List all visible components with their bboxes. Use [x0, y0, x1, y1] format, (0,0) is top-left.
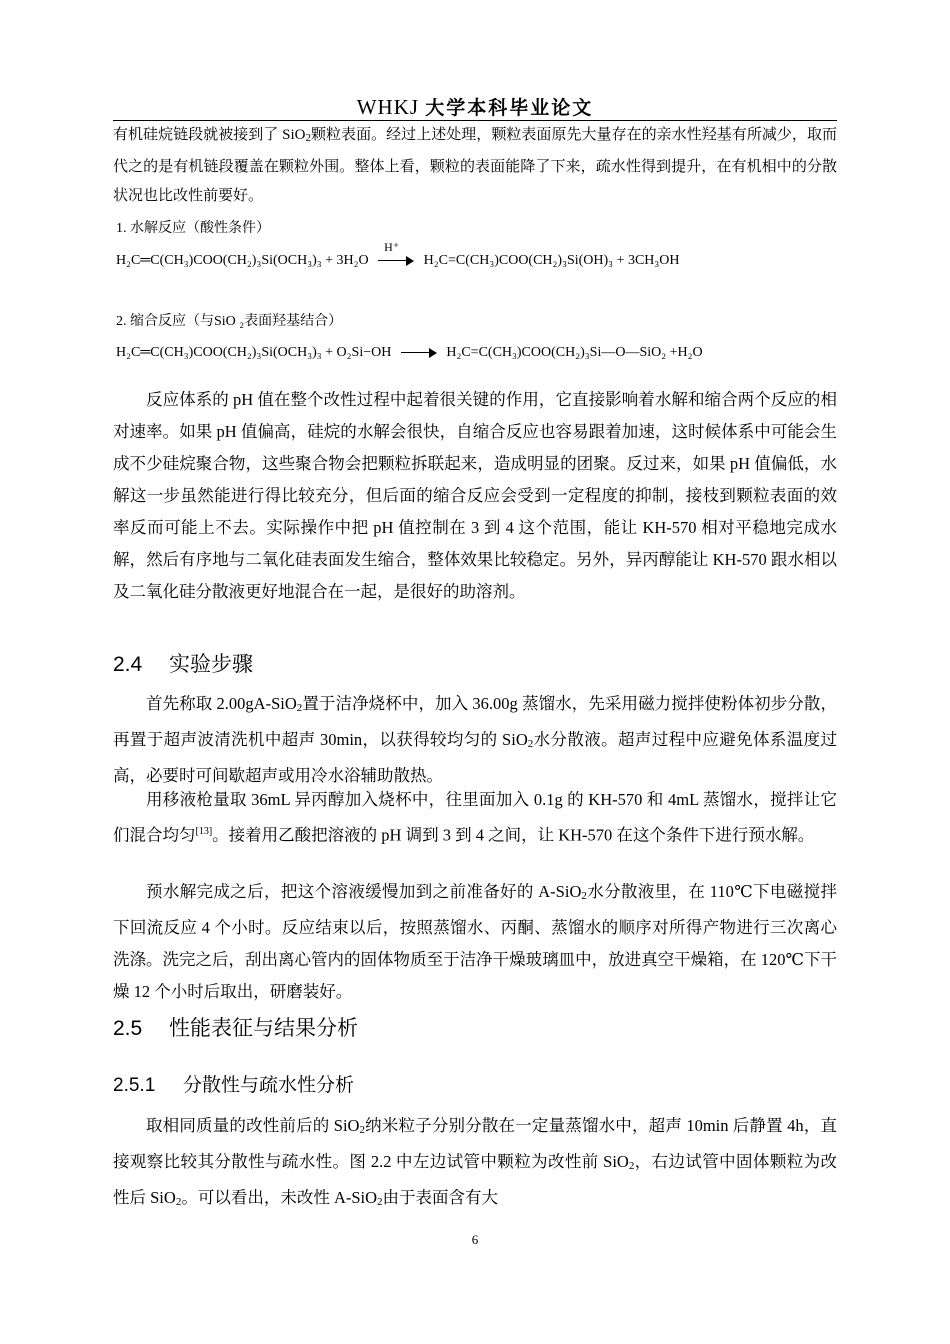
step3-paragraph: 预水解完成之后，把这个溶液缓慢加到之前准备好的 A-SiO$_2$水分散液里，在 110℃下电磁搅拌下回流反应 4 个小时。反应结束以后，按照蒸馏水、丙酮、蒸馏水的顺序对所得产物进行三次离心洗涤。洗完之后，刮出离心管内的固体物质至于洁净干燥玻璃皿中，放进真空干燥箱，在 120℃下干燥 12 个小时后取出，研磨装好。 — [113, 882, 837, 1001]
header-title: 大学本科毕业论文 — [425, 97, 594, 119]
section-heading-2-4: 2.4 实验步骤 — [113, 653, 253, 676]
reaction1-equation — [116, 239, 680, 269]
dispersion-paragraph: 取相同质量的改性前后的 SiO$_2$纳米粒子分别分散在一定量蒸馏水中，超声 10min 后静置 4h，直接观察比较其分散性与疏水性。图 2.2 中左边试管中颗粒为改性前 SiO$_2$，右边试管中固体颗粒为改性后 SiO$_2$。可以看出，未改性 A-SiO$_2$由于表面含有大 — [113, 1116, 837, 1208]
section-heading-2-5-1: 2.5.1 分散性与疏水性分析 — [113, 1075, 355, 1096]
reaction2-label: 2. 缩合反应（与SiO ₂表面羟基结合） — [116, 314, 343, 329]
reaction-arrow-icon — [378, 239, 414, 266]
reaction1-products: H₂C=C(CH₃)COO(CH₂)₃Si(OH)₃ + 3CH₃OH — [423, 253, 680, 268]
reaction1-reactants: H₂C═C(CH₃)COO(CH₂)₃Si(OCH₃)₃ + 3H₂O — [116, 253, 369, 268]
header-latin: WHKJ — [356, 95, 420, 119]
reaction2-reactants: H₂C═C(CH₃)COO(CH₂)₃Si(OCH₃)₃ + O₂Si−OH — [116, 345, 392, 360]
intro-paragraph: 有机硅烷链段就被接到了 SiO$_2$颗粒表面。经过上述处理，颗粒表面原先大量存在的亲水性羟基有所减少，取而代之的是有机链段覆盖在颗粒外围。整体上看，颗粒的表面能降了下来，疏水性得到提升，在有机相中的分散状况也比改性前要好。 — [113, 127, 837, 204]
catalyst-label: H⁺ — [384, 239, 400, 254]
reaction2-products: H₂C=C(CH₃)COO(CH₂)₃Si—O—SiO₂ +H₂O — [446, 345, 703, 360]
reaction-arrow-icon — [401, 348, 437, 358]
ph-paragraph: 反应体系的 pH 值在整个改性过程中起着很关键的作用，它直接影响着水解和缩合两个反应的相对速率。如果 pH 值偏高，硅烷的水解会很快，自缩合反应也容易跟着加速，这时候体系中可能会生成不少硅烷聚合物，这些聚合物会把颗粒拆联起来，造成明显的团聚。反过来，如果 pH 值偏低，水解这一步虽然能进行得比较充分，但后面的缩合反应会受到一定程度的抑制，接枝到颗粒表面的效率反而可能上不去。实际操作中把 pH 值控制在 3 到 4 这个范围，能让 KH-570 相对平稳地完成水解，然后有序地与二氧化硅表面发生缩合，整体效果比较稳定。另外，异丙醇能让 KH-570 跟水相以及二氧化硅分散液更好地混合在一起，是很好的助溶剂。 — [113, 390, 837, 601]
step1-paragraph: 首先称取 2.00gA-SiO$_2$置于洁净烧杯中，加入 36.00g 蒸馏水，先采用磁力搅拌使粉体初步分散，再置于超声波清洗机中超声 30min，以获得较均匀的 SiO$_2$水分散液。超声过程中应避免体系温度过高，必要时可间歇超声或用冷水浴辅助散热。 — [113, 694, 838, 785]
page-header — [0, 93, 950, 120]
section-heading-2-5: 2.5 性能表征与结果分析 — [113, 1017, 358, 1040]
step2-paragraph: 用移液枪量取 36mL 异丙醇加入烧杯中，往里面加入 0.1g 的 KH-570 和 4mL 蒸馏水，搅拌让它们混合均匀[13]。接着用乙酸把溶液的 pH 调到 3 到 4 之间，让 KH-570 在这个条件下进行预水解。 — [113, 790, 837, 845]
page-number: 6 — [471, 1232, 479, 1247]
reaction1-label: 1. 水解反应（酸性条件） — [116, 221, 270, 236]
reaction2-equation — [116, 345, 703, 361]
citation-ref: [13] — [195, 826, 213, 837]
